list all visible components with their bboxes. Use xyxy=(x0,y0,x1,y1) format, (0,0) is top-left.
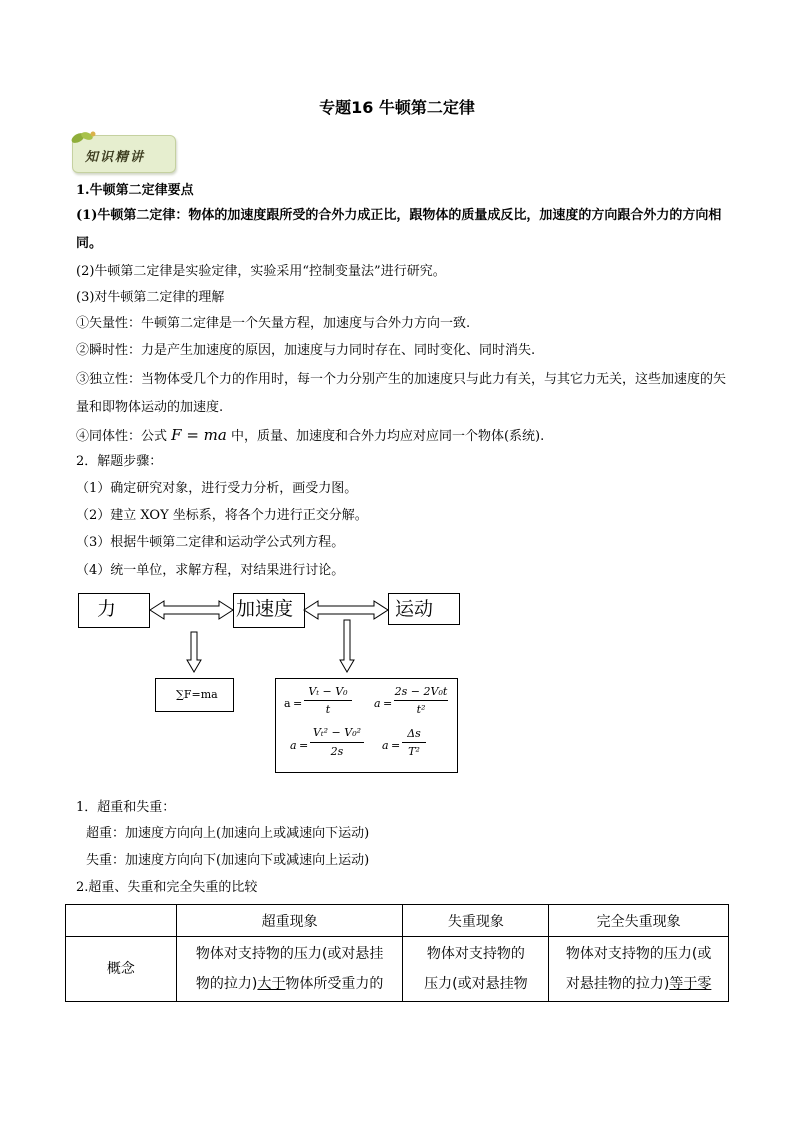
kin-f2-bar xyxy=(394,700,448,701)
sum-formula: ∑F=ma xyxy=(176,688,218,701)
step-4: （4）统一单位，求解方程，对结果进行讨论。 xyxy=(76,563,345,578)
kin-f1-bar xyxy=(304,700,352,701)
emphasis-greater: 大于 xyxy=(257,976,286,992)
badge-label: 知识精讲 xyxy=(85,150,146,165)
cell-line: 物体对支持物的压力(或对悬挂 xyxy=(195,946,384,962)
underweight-cell xyxy=(403,937,549,1002)
table-header xyxy=(66,905,177,937)
cell-line: 物体对支持物的压力(或 xyxy=(565,946,712,962)
kin-a: a xyxy=(382,739,389,752)
comparison-table xyxy=(65,904,729,1002)
kin-f3-bar xyxy=(310,742,364,743)
double-arrow-right xyxy=(304,601,388,619)
kin-f4-num: Δs xyxy=(407,727,421,740)
point-vector: ①矢量性：牛顿第二定律是一个矢量方程，加速度与合外力方向一致. xyxy=(76,316,471,331)
kin-f3-num: Vₜ² − V₀² xyxy=(312,726,362,739)
overweight-definition: 超重：加速度方向向上(加速向上或减速向下运动) xyxy=(86,826,370,841)
weightless-cell xyxy=(549,937,729,1002)
same-body-prefix: ④同体性：公式 xyxy=(76,429,168,444)
kin-f2-num: 2s − 2V₀t xyxy=(394,685,448,698)
table-header: 失重现象 xyxy=(403,905,549,937)
same-body-suffix: 中，质量、加速度和合外力均应对应同一个物体(系统). xyxy=(230,429,545,444)
kin-f3-den: 2s xyxy=(330,745,344,758)
emphasis-zero: 等于零 xyxy=(669,976,712,992)
kin-f1-den: t xyxy=(325,703,331,716)
kin-f1-num: Vₜ − V₀ xyxy=(308,685,348,698)
underweight-definition: 失重：加速度方向向下(加速向下或减速向上运动) xyxy=(86,853,370,868)
kin-a: a xyxy=(284,697,291,710)
table-header: 完全失重现象 xyxy=(549,905,729,937)
cell-text: 物的拉力) xyxy=(195,976,258,992)
cell-text: 对悬挂物的拉力) xyxy=(565,976,670,992)
motion-label: 运动 xyxy=(395,598,434,620)
down-arrow-left xyxy=(187,632,201,672)
law-definition: (1)牛顿第二定律：物体的加速度跟所受的合外力成正比，跟物体的质量成反比，加速度的方向跟合外力的方向相同。 xyxy=(76,208,722,251)
kin-eq: = xyxy=(391,739,401,752)
kin-a: a xyxy=(374,697,381,710)
cell-line: 压力(或对悬挂物 xyxy=(424,976,528,992)
law-note: (2)牛顿第二定律是实验定律，实验采用“控制变量法”进行研究。 xyxy=(76,264,446,279)
cell-line xyxy=(553,969,724,999)
page-title: 专题16 牛顿第二定律 xyxy=(319,98,475,117)
newton-formula: F = ma xyxy=(171,426,227,444)
kin-f4-den: T² xyxy=(408,745,420,758)
down-arrow-right xyxy=(340,620,354,672)
kin-f4-bar xyxy=(402,742,426,743)
acceleration-label: 加速度 xyxy=(236,598,294,620)
force-label: 力 xyxy=(97,598,117,620)
kin-f2-den: t² xyxy=(416,703,426,716)
kin-a: a xyxy=(290,739,297,752)
kin-eq: = xyxy=(293,697,303,710)
double-arrow-left xyxy=(150,601,233,619)
step-2: （2）建立 XOY 坐标系，将各个力进行正交分解。 xyxy=(76,508,368,523)
point-instant: ②瞬时性：力是产生加速度的原因，加速度与力同时存在、同时变化、同时消失. xyxy=(76,343,536,358)
table-row xyxy=(66,937,729,1002)
section-heading-3: 1．超重和失重： xyxy=(76,800,176,815)
overweight-cell xyxy=(176,937,403,1002)
cell-line xyxy=(181,969,399,999)
point-independent: ③独立性：当物体受几个力的作用时，每一个力分别产生的加速度只与此力有关，与其它力无关，这些加速度的矢量和即物体运动的加速度. xyxy=(76,372,727,415)
cell-text: 物体所受重力的 xyxy=(285,976,384,992)
step-3: （3）根据牛顿第二定律和运动学公式列方程。 xyxy=(76,535,345,550)
section-heading-1: 1.牛顿第二定律要点 xyxy=(76,183,194,198)
kinematics-box xyxy=(275,678,458,773)
sum-formula-box xyxy=(155,678,234,712)
kin-eq: = xyxy=(383,697,393,710)
kin-eq: = xyxy=(299,739,309,752)
understanding-heading: (3)对牛顿第二定律的理解 xyxy=(76,290,225,305)
row-label: 概念 xyxy=(66,937,177,1002)
section-heading-2: 2．解题步骤： xyxy=(76,454,163,469)
table-header-row xyxy=(66,905,729,937)
table-header: 超重现象 xyxy=(176,905,403,937)
step-1: （1）确定研究对象，进行受力分析，画受力图。 xyxy=(76,481,358,496)
section-heading-4: 2.超重、失重和完全失重的比较 xyxy=(76,880,258,895)
cell-line: 物体对支持物的 xyxy=(426,946,525,962)
